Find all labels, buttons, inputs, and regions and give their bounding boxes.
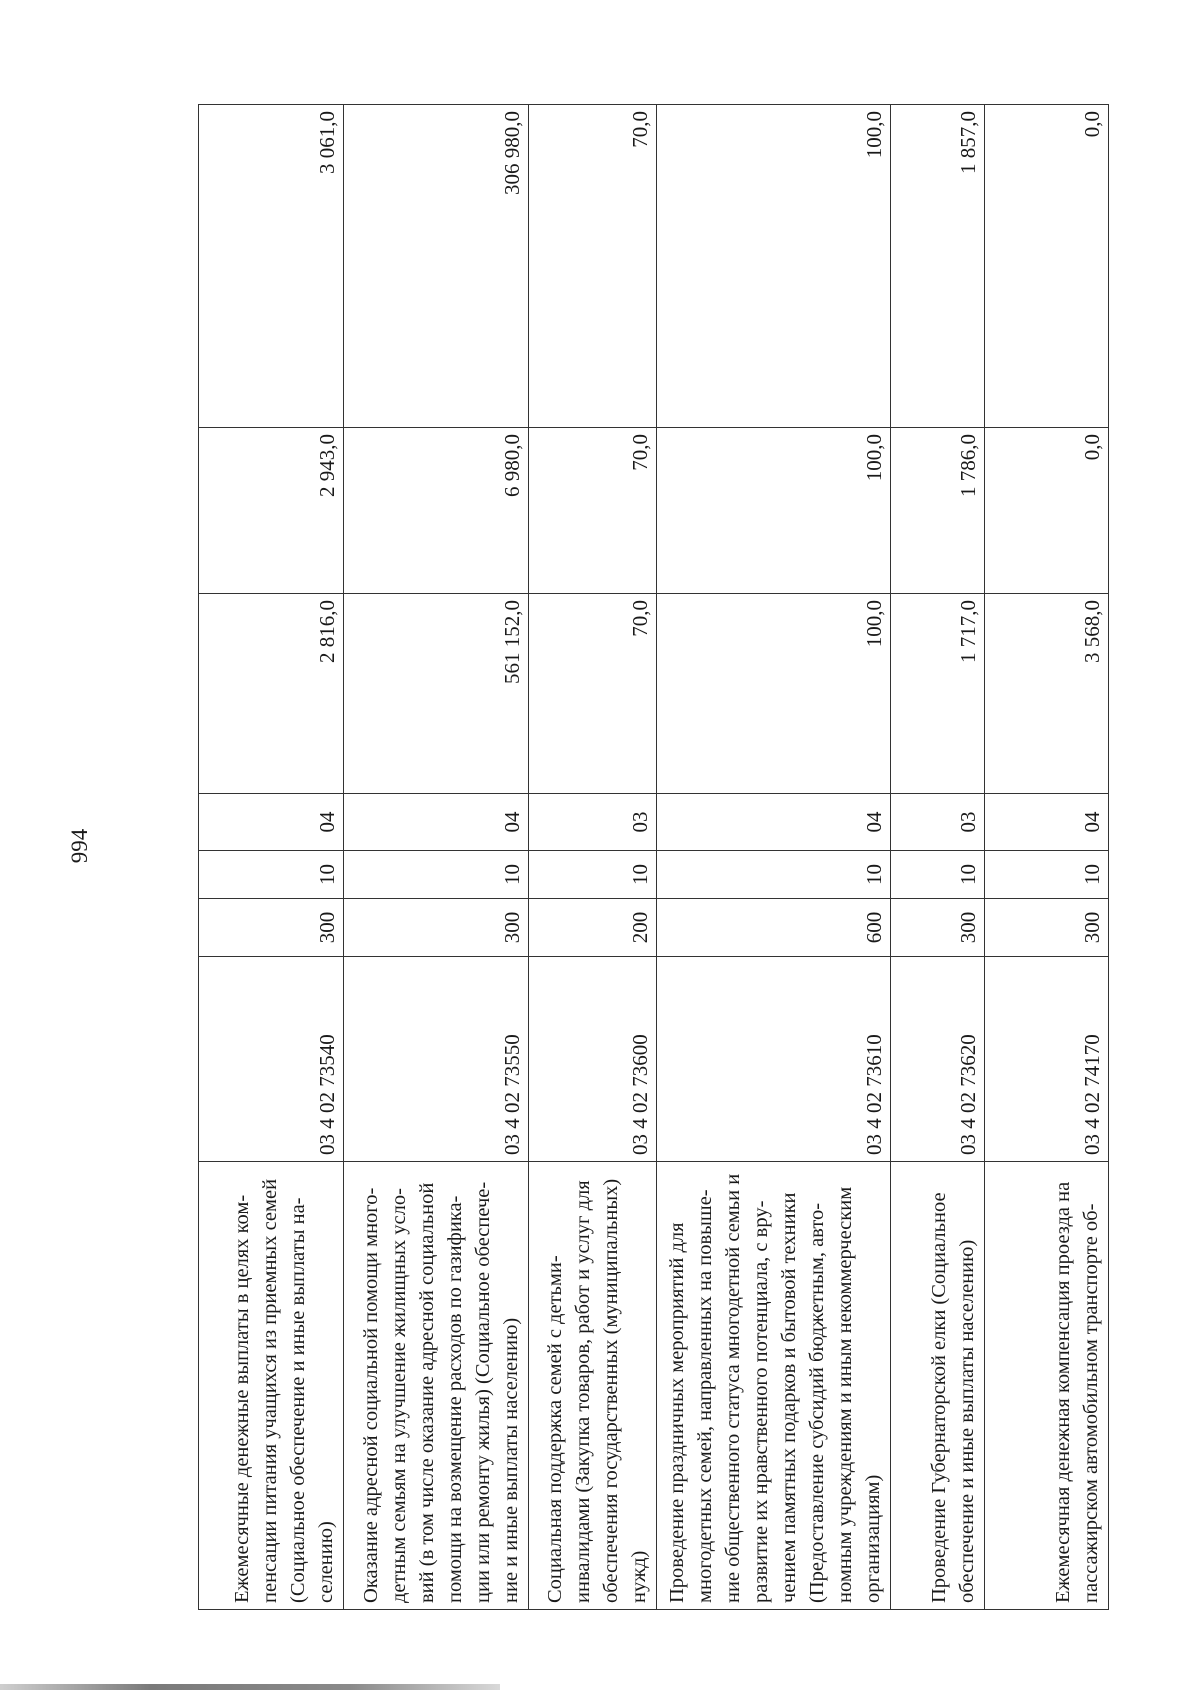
expense-type-code: 300 <box>344 899 529 957</box>
table-row <box>657 105 891 1610</box>
target-article-code: 03 4 02 73620 <box>891 957 985 1162</box>
table-row <box>529 105 657 1610</box>
expense-type-code: 300 <box>891 899 985 957</box>
section-code: 10 <box>529 851 657 899</box>
target-article-code: 03 4 02 73540 <box>199 957 344 1162</box>
table-row <box>985 105 1109 1610</box>
amount-2: 2 943,0 <box>199 428 344 594</box>
amount-1: 1 717,0 <box>891 594 985 794</box>
section-code: 10 <box>199 851 344 899</box>
expense-type-code: 300 <box>199 899 344 957</box>
section-code: 10 <box>985 851 1109 899</box>
table-row <box>344 105 529 1610</box>
amount-3: 1 857,0 <box>891 105 985 428</box>
amount-3: 70,0 <box>529 105 657 428</box>
expense-type-code: 200 <box>529 899 657 957</box>
amount-3: 0,0 <box>985 105 1109 428</box>
amount-1: 70,0 <box>529 594 657 794</box>
section-code: 10 <box>891 851 985 899</box>
amount-1: 3 568,0 <box>985 594 1109 794</box>
page-number: 994 <box>67 828 92 864</box>
amount-1: 100,0 <box>657 594 891 794</box>
amount-1: 2 816,0 <box>199 594 344 794</box>
section-code: 10 <box>344 851 529 899</box>
target-article-code: 03 4 02 74170 <box>985 957 1109 1162</box>
budget-table <box>198 104 1109 1610</box>
subsection-code: 04 <box>657 794 891 851</box>
subsection-code: 04 <box>344 794 529 851</box>
section-code: 10 <box>657 851 891 899</box>
rotated-table-wrapper <box>198 105 1108 1610</box>
table-row <box>891 105 985 1610</box>
amount-2: 6 980,0 <box>344 428 529 594</box>
amount-2: 0,0 <box>985 428 1109 594</box>
target-article-code: 03 4 02 73600 <box>529 957 657 1162</box>
expense-type-code: 600 <box>657 899 891 957</box>
amount-2: 100,0 <box>657 428 891 594</box>
amount-2: 70,0 <box>529 428 657 594</box>
amount-2: 1 786,0 <box>891 428 985 594</box>
table-row <box>199 105 344 1610</box>
row-description: Проведение Губернаторской елки (Социальное обеспечение и иные выплаты населению) <box>891 1162 985 1610</box>
row-description: Ежемесячные денежные выплаты в целях ком-пенсации питания учащихся из приемных семей (Социальное обеспечение и иные выплаты на-селению) <box>199 1162 344 1610</box>
target-article-code: 03 4 02 73610 <box>657 957 891 1162</box>
subsection-code: 03 <box>529 794 657 851</box>
target-article-code: 03 4 02 73550 <box>344 957 529 1162</box>
amount-3: 100,0 <box>657 105 891 428</box>
expense-type-code: 300 <box>985 899 1109 957</box>
row-description: Ежемесячная денежная компенсация проезда на пассажирском автомобильном транспорте об- <box>985 1162 1109 1610</box>
amount-1: 561 152,0 <box>344 594 529 794</box>
amount-3: 3 061,0 <box>199 105 344 428</box>
row-description: Социальная поддержка семей с детьми-инвалидами (Закупка товаров, работ и услуг для обеспечения государственных (муниципальных) нужд) <box>529 1162 657 1610</box>
row-description: Проведение праздничных мероприятий для многодетных семей, направленных на повыше-ние общественного статуса многодетной семьи и развитие их нравственного потенциала, с вру-чением памятных подарков и бытовой техники (Предоставление субсидий бюджетным, авто-номным учреждениям и иным некоммерческим организациям) <box>657 1162 891 1610</box>
row-description: Оказание адресной социальной помощи много-детным семьям на улучшение жилищных усло-вий (в том числе оказание адресной социальной помощи на возмещение расходов по газифика-ции или ремонту жилья) (Социальное обеспече-ние и иные выплаты населению) <box>344 1162 529 1610</box>
subsection-code: 03 <box>891 794 985 851</box>
scan-edge-shadow <box>0 1684 500 1690</box>
amount-3: 306 980,0 <box>344 105 529 428</box>
subsection-code: 04 <box>985 794 1109 851</box>
subsection-code: 04 <box>199 794 344 851</box>
